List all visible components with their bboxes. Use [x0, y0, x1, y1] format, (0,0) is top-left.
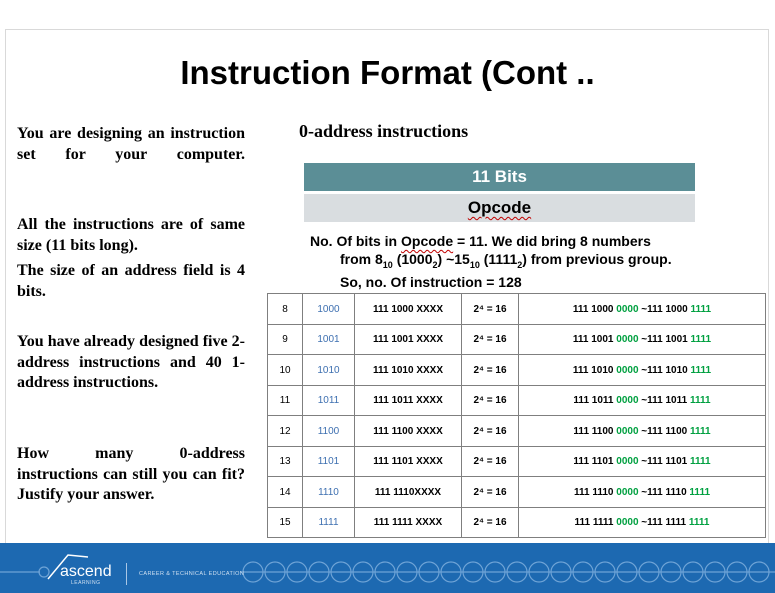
row-binary: 1010: [303, 355, 355, 386]
opcode-label: Opcode: [467, 198, 532, 217]
row-decimal: 8: [268, 294, 303, 325]
row-range: 111 1001 0000 ~111 1001 1111: [519, 325, 766, 355]
row-count: 2⁴ = 16: [462, 294, 519, 325]
footer-bar: [0, 543, 775, 593]
row-decimal: 13: [268, 447, 303, 477]
row-count: 2⁴ = 16: [462, 386, 519, 416]
row-range: 111 1111 0000 ~111 1111 1111: [519, 508, 766, 538]
table-row: [268, 386, 766, 416]
row-decimal: 11: [268, 386, 303, 416]
question-paragraph-2: All the instructions are of same size (11 bits long).: [17, 216, 245, 254]
row-decimal: 9: [268, 325, 303, 355]
table-row: [268, 355, 766, 386]
footer-tagline: CAREER & TECHNICAL EDUCATION: [139, 571, 245, 577]
question-paragraph-3: The size of an address field is 4 bits.: [17, 262, 245, 300]
row-binary: 1100: [303, 416, 355, 447]
row-instruction: 111 1011 XXXX: [355, 386, 462, 416]
row-count: 2⁴ = 16: [462, 355, 519, 386]
note-line-1: No. Of bits in Opcode = 11. We did bring 8 numbers: [310, 233, 651, 249]
row-decimal: 10: [268, 355, 303, 386]
row-binary: 1110: [303, 477, 355, 508]
row-instruction: 111 1101 XXXX: [355, 447, 462, 477]
logo-text: ascend: [60, 563, 112, 580]
row-instruction: 111 1111 XXXX: [355, 508, 462, 538]
row-range: 111 1010 0000 ~111 1010 1111: [519, 355, 766, 386]
opcode-note: [310, 233, 672, 291]
row-count: 2⁴ = 16: [462, 325, 519, 355]
question-paragraph-1: You are designing an instruction set for your computer.: [17, 125, 245, 163]
footer-decoration: [0, 543, 775, 593]
row-range: 111 1000 0000 ~111 1000 1111: [519, 294, 766, 325]
opcode-bar: [304, 194, 695, 222]
row-count: 2⁴ = 16: [462, 508, 519, 538]
row-binary: 1111: [303, 508, 355, 538]
bits-bar: 11 Bits: [304, 163, 695, 191]
row-instruction: 111 1010 XXXX: [355, 355, 462, 386]
row-range: 111 1100 0000 ~111 1100 1111: [519, 416, 766, 447]
row-decimal: 12: [268, 416, 303, 447]
table-row: [268, 477, 766, 508]
row-count: 2⁴ = 16: [462, 416, 519, 447]
table-row: [268, 447, 766, 477]
row-instruction: 111 1110XXXX: [355, 477, 462, 508]
row-instruction: 111 1100 XXXX: [355, 416, 462, 447]
row-range: 111 1110 0000 ~111 1110 1111: [519, 477, 766, 508]
table-row: [268, 294, 766, 325]
row-binary: 1101: [303, 447, 355, 477]
row-count: 2⁴ = 16: [462, 447, 519, 477]
question-paragraph-4: You have already designed five 2-address instructions and 40 1-address instructions.: [17, 333, 245, 391]
row-instruction: 111 1001 XXXX: [355, 325, 462, 355]
logo-subtext: LEARNING: [71, 580, 101, 586]
opcode-table: [267, 293, 766, 538]
note-line-3: So, no. Of instruction = 128: [340, 273, 522, 290]
row-count: 2⁴ = 16: [462, 477, 519, 508]
table-row: [268, 416, 766, 447]
footer-divider: [126, 563, 127, 585]
row-decimal: 14: [268, 477, 303, 508]
table-row: [268, 508, 766, 538]
table-row: [268, 325, 766, 355]
row-range: 111 1011 0000 ~111 1011 1111: [519, 386, 766, 416]
row-range: 111 1101 0000 ~111 1101 1111: [519, 447, 766, 477]
slide-title: Instruction Format (Cont ..: [180, 54, 595, 91]
row-binary: 1000: [303, 294, 355, 325]
row-instruction: 111 1000 XXXX: [355, 294, 462, 325]
row-binary: 1001: [303, 325, 355, 355]
question-paragraph-5: How many 0-address instructions can still you can fit? Justify your answer.: [17, 445, 245, 503]
row-decimal: 15: [268, 508, 303, 538]
row-binary: 1011: [303, 386, 355, 416]
section-subtitle: 0-address instructions: [299, 121, 469, 141]
note-line-2: from $8_{10}$ $(1000_2)$ $\sim 15_{10}$ $(1111_2)$ from previous group.: [340, 250, 672, 270]
